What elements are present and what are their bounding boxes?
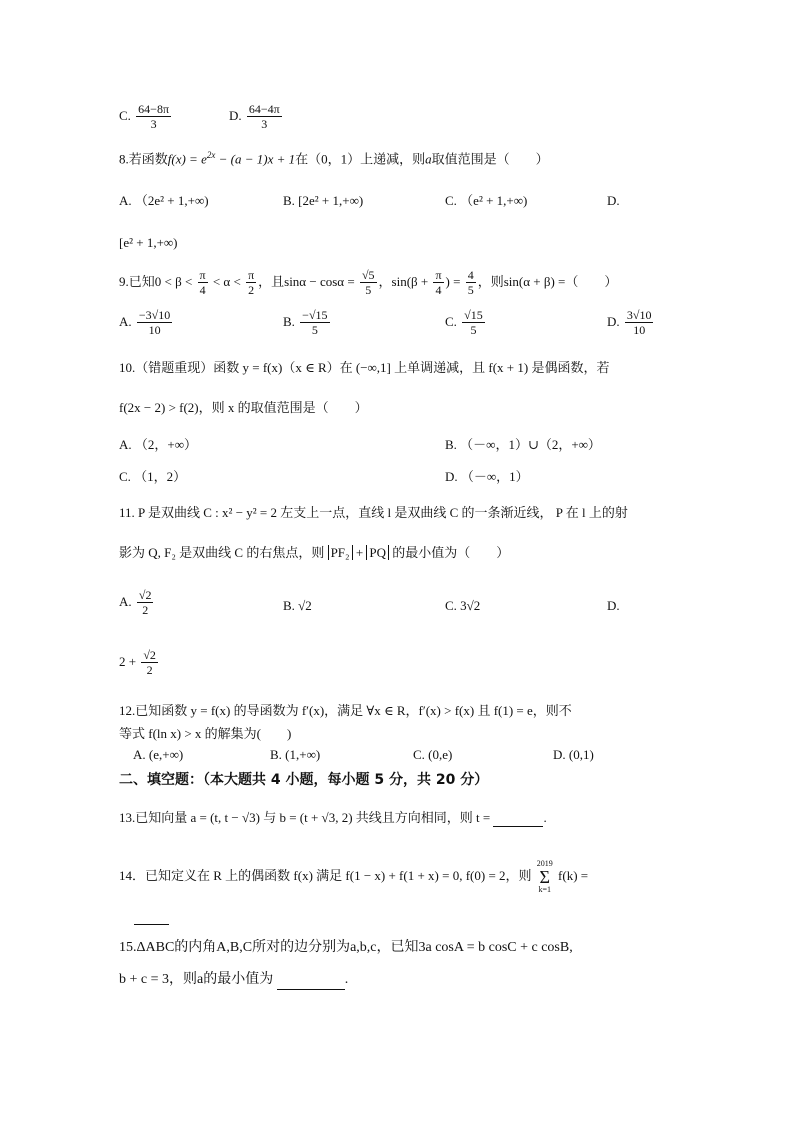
q10-option-c: C. （1，2）	[119, 469, 187, 484]
q8-option-d: [e² + 1,+∞)	[119, 235, 178, 250]
q7-option-d: D. $\frac{64-4\pi}{3}$	[229, 102, 280, 132]
q10-line2: f(2x − 2) > f(2)，则 x 的取值范围是（ ）	[119, 400, 368, 415]
q14-answer-blank[interactable]	[134, 908, 169, 925]
q10-option-b: B. （－∞，1）∪（2，+∞）	[445, 437, 601, 452]
q13: 13.已知向量 a = (t, t − √3) 与 b = (t + √3, 2) 共线且方向相同，则 t = .	[119, 810, 547, 825]
q14-summation: 2019 Σ k=1	[536, 859, 553, 894]
q7-option-c-fraction: $\frac{64-8\pi}{3}$	[138, 102, 169, 132]
q14: 14．已知定义在 R 上的偶函数 f(x) 满足 f(1 − x) + f(1 + x) = 0, f(0) = 2，则 2019 Σ k=1 f(k) =	[119, 859, 589, 894]
q10-option-a: A. （2，+∞）	[119, 437, 197, 452]
q9-option-a: A. $\frac{-3√10}{10}$	[119, 308, 171, 338]
q7-option-c: C. $\frac{64-8\pi}{3}$	[119, 102, 169, 132]
q9-option-c: C. $\frac{√15}{5}$	[445, 308, 483, 338]
q11-option-b: B. √2	[283, 598, 312, 613]
q12-option-d: D. (0,1)	[553, 747, 594, 762]
q15-answer-blank[interactable]	[277, 972, 345, 990]
q15-line2: b + c = 3，则a的最小值为 .	[119, 972, 348, 990]
q9-option-d: D. $\frac{3√10}{10}$	[607, 308, 652, 338]
q11-line2: 影为 Q, F₂ 是双曲线 C 的右焦点，则 PF₂ + PQ 的最小值为（ ）	[119, 545, 510, 560]
q10-line1: 10.（错题重现）函数 y = f(x)（x ∈ R）在 (−∞,1] 上单调递减，且 f(x + 1) 是偶函数，若	[119, 360, 610, 375]
q8-option-a: A. （2e² + 1,+∞)	[119, 193, 209, 208]
q12-option-c: C. (0,e)	[413, 747, 453, 762]
q11-line1: 11. P 是双曲线 C : x² − y² = 2 左支上一点，直线 l 是双曲线 C 的一条渐近线， P 在 l 上的射	[119, 505, 628, 520]
q15-line1: 15.ΔABC的内角A,B,C所对的边分别为a,b,c，已知3a cosA = b cosC + c cosB,	[119, 940, 573, 955]
q12-line1: 12.已知函数 y = f(x) 的导函数为 f′(x)，满足 ∀x ∈ R，f′(x) > f(x) 且 f(1) = e，则不	[119, 703, 572, 718]
q8-option-c: C. （e² + 1,+∞)	[445, 193, 528, 208]
q11-option-d-label: D.	[607, 598, 620, 613]
section-2-title: 二、填空题：（本大题共 4 小题，每小题 5 分，共 20 分）	[119, 772, 489, 788]
q12-option-a: A. (e,+∞)	[133, 747, 184, 762]
q11-option-a: A. $\frac{√2}{2}$	[119, 588, 152, 618]
q12-line2: 等式 f(ln x) > x 的解集为( )	[119, 726, 292, 741]
q10-option-d: D. （－∞，1）	[445, 469, 529, 484]
q9-stem: 9.已知0 < β < $\frac{\pi}{4}$ < α < $\frac{\pi}{2}$ ，且sinα − cosα = $\frac{√5}{5}$ ，sin(β + $\frac{\pi}{4}$ ) = $\frac{4}{5}$ ，则sin(α + β) =（ ）	[119, 268, 618, 298]
q9-option-b: B. $\frac{-√15}{5}$	[283, 308, 328, 338]
q12-option-b: B. (1,+∞)	[270, 747, 321, 762]
q8-option-d-label: D.	[607, 193, 620, 208]
q7-option-d-fraction: $\frac{64-4\pi}{3}$	[248, 102, 280, 132]
q13-answer-blank[interactable]	[493, 810, 543, 827]
q11-option-c: C. 3√2	[445, 598, 481, 613]
q8-option-b: B. [2e² + 1,+∞)	[283, 193, 364, 208]
q8-stem: 8.若函数$f(x) = e^{2x} - (a - 1)x + 1$在（0，1）上递减，则a取值范围是（ ）	[119, 150, 549, 167]
q11-option-d: 2 + $\frac{√2}{2}$	[119, 648, 156, 678]
